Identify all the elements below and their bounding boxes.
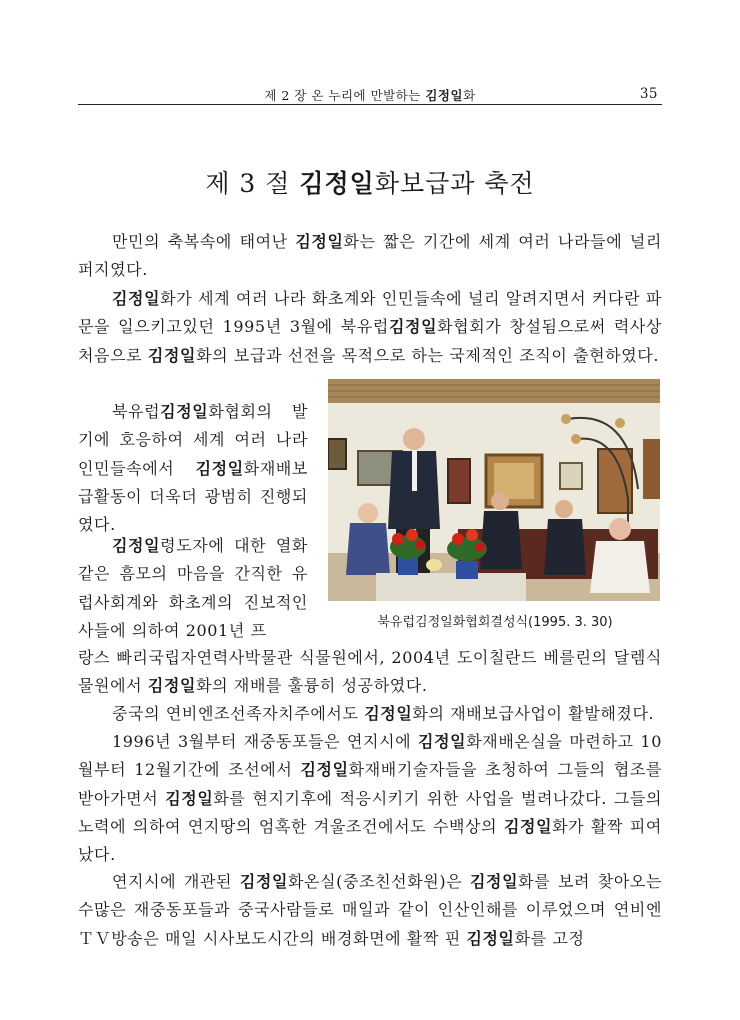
paragraph-3: 북유럽김정일화협회의 발기에 호응하여 세계 여러 나라 인민들속에서 김정일화재배보급활동이 더욱더 광범히 진행되였다. bbox=[78, 402, 308, 535]
page-number: 35 bbox=[639, 86, 658, 102]
running-header bbox=[78, 86, 662, 104]
photo-founding-ceremony bbox=[328, 379, 660, 601]
paragraph-1: 만민의 축복속에 태여난 김정일화는 짧은 기간에 세계 여러 나라들에 널리 퍼지였다. bbox=[78, 232, 662, 280]
paragraph-7: 연지시에 개관된 김정일화온실(중조친선화원)은 김정일화를 보려 찾아오는 수많은 재중동포들과 중국사람들로 매일과 같이 인산인해를 이루었으며 연비엔ＴＶ방송은 매일 시사보도시간의 배경화면에 활짝 핀 김정일화를 고정 bbox=[78, 872, 663, 948]
photo-caption: 북유럽김정일화협회결성식(1995. 3. 30) bbox=[377, 615, 613, 630]
chapter-title: 제 2 장 온 누리에 만발하는 김정일화 bbox=[264, 88, 476, 103]
paragraph-4-continued: 랑스 빠리국립자연력사박물관 식물원에서, 2004년 도이칠란드 베를린의 달렘식물원에서 김정일화의 재배를 훌륭히 성공하였다. bbox=[78, 648, 662, 696]
paragraph-4-start: 김정일령도자에 대한 열화같은 흠모의 마음을 간직한 유럽사회계와 화초계의 진보적인사들에 의하여 2001년 프 bbox=[78, 536, 308, 640]
section-title: 제 3 절 김정일화보급과 축전 bbox=[205, 169, 535, 198]
header-divider bbox=[78, 104, 662, 105]
paragraph-6: 1996년 3월부터 재중동포들은 연지시에 김정일화재배온실을 마련하고 10월부터 12월기간에 조선에서 김정일화재배기술자들을 초청하여 그들의 협조를 받아가면서 김정일화를 현지기후에 적응시키기 위한 사업을 벌려나갔다. 그들의 노력에 의하여 연지땅의 엄혹한 겨울조건에서도 수백상의 김정일화가 활짝 피여났다. bbox=[78, 732, 662, 865]
paragraph-2: 김정일화가 세계 여러 나라 화초계와 인민들속에 널리 알려지면서 커다란 파문을 일으키고있던 1995년 3월에 북유럽김정일화협회가 창설됨으로써 력사상 처음으로 김정일화의 보급과 선전을 목적으로 하는 국제적인 조직이 출현하였다. bbox=[78, 289, 662, 365]
paragraph-5: 중국의 연비엔조선족자치주에서도 김정일화의 재배보급사업이 활발해졌다. bbox=[112, 704, 655, 723]
